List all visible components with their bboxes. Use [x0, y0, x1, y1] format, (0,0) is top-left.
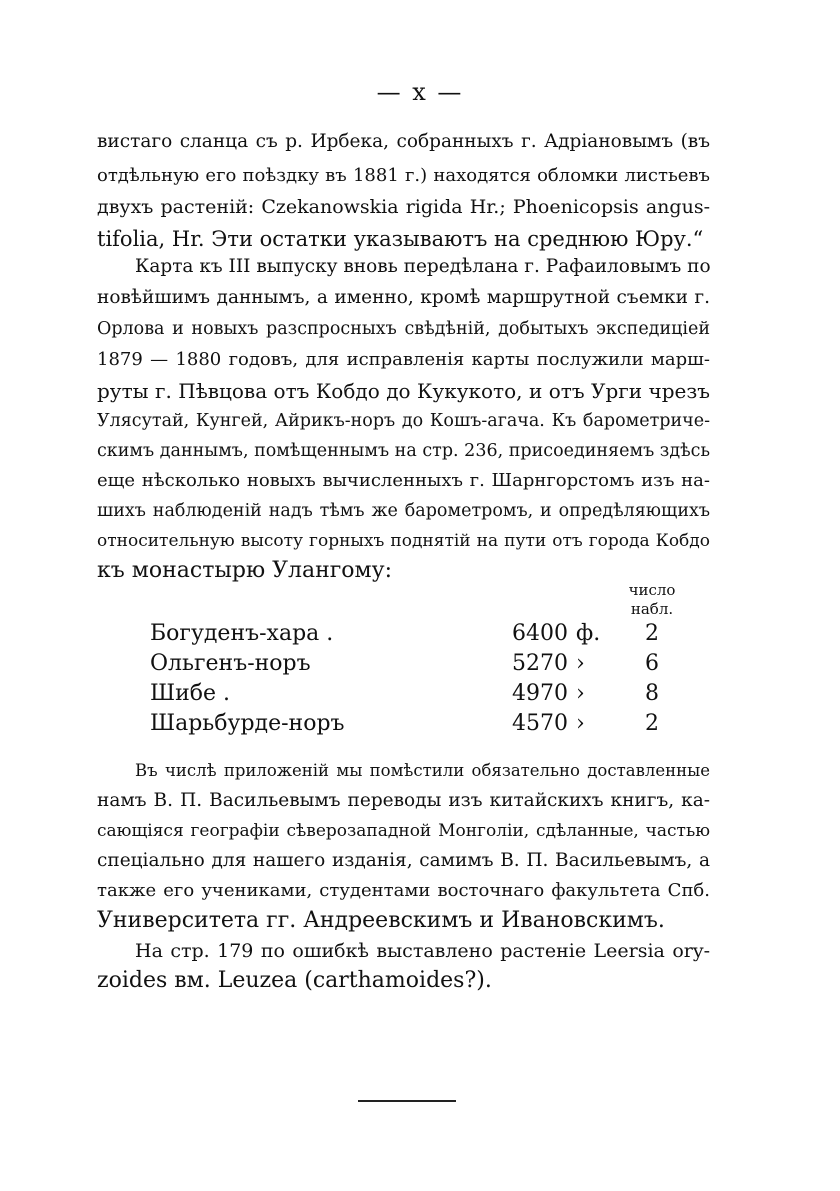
page-number: — x — — [376, 78, 464, 106]
text-line: zoides вм. Leuzea (carthamoides?). — [97, 968, 492, 993]
text-line: сающіяся географіи сѣверозападной Монголіи, сдѣланные, частью — [97, 821, 710, 841]
observation-count: 6 — [645, 651, 659, 676]
text-line: вистаго сланца съ р. Ирбека, собранныхъ г. Адріановымъ (въ — [97, 131, 710, 152]
text-line: 1879 — 1880 годовъ, для исправленія карты послужили марш- — [97, 349, 710, 370]
end-rule — [358, 1100, 456, 1102]
observation-count: 2 — [645, 621, 659, 646]
text-line: отдѣльную его поѣздку въ 1881 г.) находятся обломки листьевъ — [97, 165, 710, 186]
table-header-count: набл. — [630, 600, 674, 618]
text-line: къ монастырю Улангому: — [97, 558, 393, 583]
text-line: шихъ наблюденій надъ тѣмъ же барометромъ, и опредѣляющихъ — [97, 501, 710, 521]
text-line: tifolia, Hr. Эти остатки указываютъ на среднюю Юру.“ — [97, 227, 704, 251]
place-name: Ольгенъ-норъ — [150, 651, 311, 676]
text-line: двухъ растеній: Czekanowskia rigida Hr.; Phoenicopsis angus- — [97, 196, 710, 218]
altitude-unit: › — [576, 711, 585, 736]
altitude-unit: ф. — [576, 621, 601, 646]
place-name: Богуденъ-хара . — [150, 621, 334, 646]
text-line: Въ числѣ приложеній мы помѣстили обязательно доставленные — [135, 761, 710, 780]
place-name: Шибе . — [150, 681, 231, 706]
text-line: руты г. Пѣвцова отъ Кобдо до Кукукото, и отъ Урги чрезъ — [97, 379, 710, 403]
altitude-value: 4970 — [512, 681, 568, 706]
table-header-count: число — [628, 581, 676, 599]
text-line: Улясутай, Кунгей, Айрикъ-норъ до Кошъ-агача. Къ барометриче- — [97, 411, 710, 431]
altitude-unit: › — [576, 681, 585, 706]
text-line: спеціально для нашего изданія, самимъ В. П. Васильевымъ, а — [97, 850, 710, 871]
text-line: новѣйшимъ даннымъ, а именно, кромѣ маршрутной съемки г. — [97, 287, 710, 308]
text-line: Орлова и новыхъ разспросныхъ свѣдѣній, добытыхъ экспедиціей — [97, 319, 710, 339]
observation-count: 8 — [645, 681, 659, 706]
text-line: На стр. 179 по ошибкѣ выставлено растеніе Leersia ory- — [135, 940, 710, 962]
text-line: Карта къ III выпуску вновь передѣлана г. Рафаиловымъ по — [135, 256, 711, 277]
text-line: также его учениками, студентами восточнаго факультета Спб. — [97, 880, 710, 901]
text-line: относительную высоту горныхъ поднятій на пути отъ города Кобдо — [97, 531, 710, 551]
observation-count: 2 — [645, 711, 659, 736]
place-name: Шарьбурде-норъ — [150, 711, 345, 736]
altitude-unit: › — [576, 651, 585, 676]
altitude-value: 5270 — [512, 651, 568, 676]
text-line: Университета гг. Андреевскимъ и Ивановскимъ. — [97, 908, 665, 933]
text-line: намъ В. П. Васильевымъ переводы изъ китайскихъ книгъ, ка- — [97, 790, 710, 811]
text-line: скимъ даннымъ, помѣщеннымъ на стр. 236, присоединяемъ здѣсь — [97, 441, 710, 461]
text-line: еще нѣсколько новыхъ вычисленныхъ г. Шарнгорстомъ изъ на- — [97, 470, 710, 491]
altitude-value: 4570 — [512, 711, 568, 736]
altitude-value: 6400 — [512, 621, 568, 646]
